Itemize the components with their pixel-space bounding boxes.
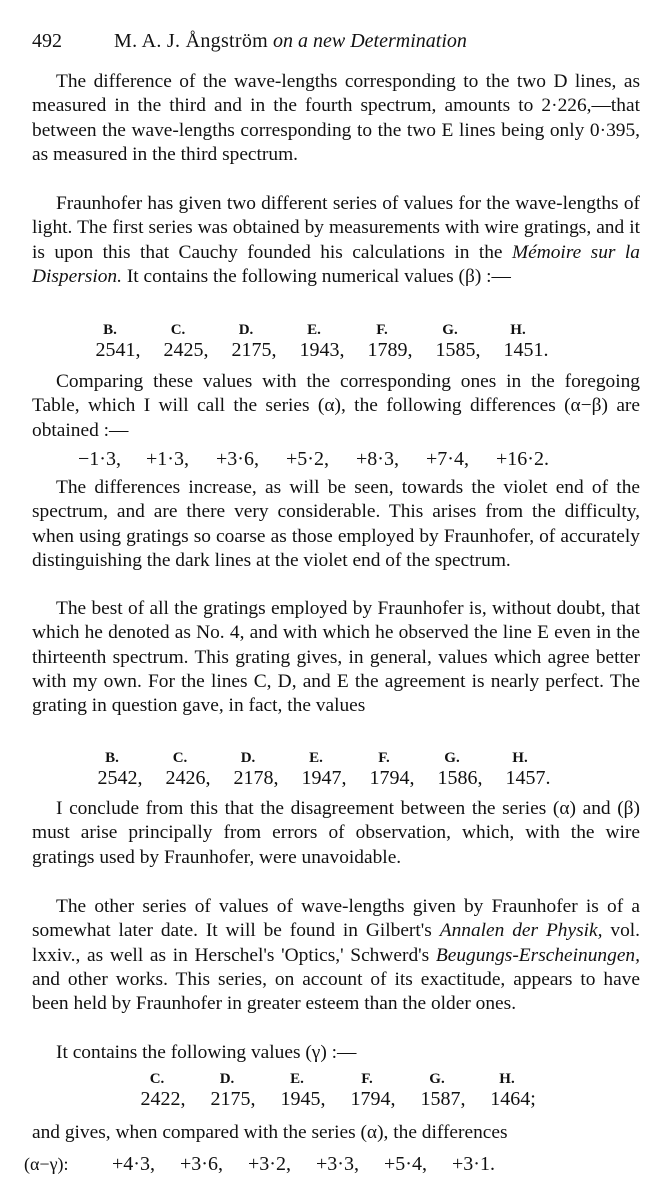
- header-title: on a new Determination: [273, 30, 467, 52]
- grating4-letter: G.: [444, 750, 460, 766]
- diff-value: +3·2,: [248, 1153, 291, 1175]
- memoire-title: Mémoire sur la Dispersion.: [32, 241, 640, 287]
- beta-value: 2175,: [231, 339, 277, 361]
- diff-value: +1·3,: [146, 448, 189, 470]
- grating4-value: 2542,: [97, 767, 143, 789]
- gamma-value: 1464;: [490, 1088, 536, 1110]
- header-author: M. A. J. Ångström: [114, 30, 269, 52]
- grating4-value: 2426,: [165, 767, 211, 789]
- gamma-value: 1794,: [350, 1088, 396, 1110]
- grating4-letter: E.: [309, 750, 323, 766]
- gamma-letter: C.: [149, 1071, 165, 1087]
- beta-value: 1451.: [503, 339, 549, 361]
- diff-value: +16·2.: [496, 448, 549, 470]
- diff-value: +4·3,: [112, 1153, 155, 1175]
- diff-value: +8·3,: [356, 448, 399, 470]
- diff-value: +3·6,: [216, 448, 259, 470]
- paragraph-differences-increase: The differences increase, as will be seen, towards the violet end of the spectrum, and are there very considerable. This arises from the difficulty, when using gratings so coarse as those employed by Fraunhofer, of accurately distinguishing the dark lines at the violet end of the spectrum.: [32, 477, 640, 571]
- diff-value: +5·2,: [286, 448, 329, 470]
- gamma-value: 2422,: [140, 1088, 186, 1110]
- beta-value: 1585,: [435, 339, 481, 361]
- paragraph-text: Fraunhofer has given two different series of values for the wave-lengths of light. The first series was obtained by measurements with wire gratings, and it is upon this that Cauchy founded his calculations in the: [32, 193, 640, 263]
- beta-letter: F.: [376, 322, 388, 338]
- beta-letter: D.: [238, 322, 254, 338]
- paragraph-other-series: [32, 895, 640, 1016]
- beta-value: 1943,: [299, 339, 345, 361]
- gamma-letters-row: [122, 1071, 542, 1088]
- paragraph-text: It contains the following numerical values (β) :—: [126, 265, 511, 287]
- paragraph-text: The other series of values of wave-lengths given by Fraunhofer is of a somewhat later date. It will be found in Gilbert's: [32, 896, 640, 942]
- beta-letters-row: [76, 322, 552, 339]
- diff-value: +7·4,: [426, 448, 469, 470]
- paragraph-gamma-compare: and gives, when compared with the series (α), the differences: [32, 1122, 508, 1143]
- beta-values-row: [84, 339, 560, 362]
- paragraph-best-gratings: The best of all the gratings employed by Fraunhofer is, without doubt, that which he denoted as No. 4, and with which he observed the line E even in the thirteenth spectrum. This grating gives, in general, values which agree better with my own. For the lines C, D, and E the agreement is nearly perfect. The grating in question gave, in fact, the values: [32, 598, 640, 717]
- beta-value: 2541,: [95, 339, 141, 361]
- beugungs-title: Beugungs-Erscheinungen,: [435, 944, 640, 966]
- diff-value: −1·3,: [78, 448, 121, 470]
- grating4-values-row: [86, 767, 562, 790]
- running-header: [32, 30, 642, 53]
- grating4-letter: B.: [105, 750, 119, 766]
- beta-letter: E.: [307, 322, 321, 338]
- diff-value: +3·1.: [452, 1153, 495, 1175]
- beta-letter: H.: [510, 322, 526, 338]
- grating4-value: 1947,: [301, 767, 347, 789]
- annalen-title: Annalen der Physik,: [439, 920, 603, 942]
- gamma-letter: G.: [429, 1071, 445, 1087]
- page-number: 492: [32, 30, 62, 52]
- gamma-letter: D.: [219, 1071, 235, 1087]
- grating4-value: 1794,: [369, 767, 415, 789]
- grating4-letter: F.: [378, 750, 390, 766]
- paragraph-comparing: Comparing these values with the corresponding ones in the foregoing Table, which I will call the series (α), the following differences (α−β) are obtained :—: [32, 371, 640, 441]
- beta-value: 1789,: [367, 339, 413, 361]
- alpha-minus-gamma-label: (α−γ):: [24, 1154, 69, 1174]
- grating4-value: 2178,: [233, 767, 279, 789]
- paragraph-text: vol. lxxiv., as well as in Herschel's 'Optics,' Schwerd's: [32, 920, 641, 966]
- grating4-value: 1586,: [437, 767, 483, 789]
- grating4-letter: C.: [172, 750, 188, 766]
- gamma-letter: E.: [290, 1071, 304, 1087]
- gamma-letter: H.: [499, 1071, 515, 1087]
- paragraph-conclusion: I conclude from this that the disagreement between the series (α) and (β) must arise principally from errors of observation, which, with the wire gratings used by Fraunhofer, were unavoidable.: [32, 798, 640, 868]
- diff-value: +5·4,: [384, 1153, 427, 1175]
- gamma-value: 1945,: [280, 1088, 326, 1110]
- gamma-values-row: [128, 1088, 548, 1111]
- beta-value: 2425,: [163, 339, 209, 361]
- paragraph-text: and other works. This series, on account of its exactitude, appears to have been held by Fraunhofer in greater esteem than the older ones.: [32, 968, 640, 1015]
- beta-letter: B.: [103, 322, 117, 338]
- grating4-value: 1457.: [505, 767, 551, 789]
- alpha-minus-beta-row: [78, 448, 576, 471]
- diff-value: +3·6,: [180, 1153, 223, 1175]
- gamma-letter: F.: [361, 1071, 373, 1087]
- alpha-minus-gamma-row: [24, 1153, 520, 1176]
- paragraph-fraunhofer-series: [32, 192, 640, 289]
- grating4-letters-row: [78, 750, 554, 767]
- gamma-value: 1587,: [420, 1088, 466, 1110]
- gamma-value: 2175,: [210, 1088, 256, 1110]
- paragraph-d-lines: The difference of the wave-lengths corresponding to the two D lines, as measured in the third and in the fourth spectrum, amounts to 2·226,—that between the wave-lengths corresponding to the two E lines being only 0·395, as measured in the third spectrum.: [32, 71, 640, 165]
- diff-value: +3·3,: [316, 1153, 359, 1175]
- grating4-letter: D.: [240, 750, 256, 766]
- paragraph-gamma-intro: It contains the following values (γ) :—: [56, 1042, 357, 1063]
- grating4-letter: H.: [512, 750, 528, 766]
- beta-letter: C.: [170, 322, 186, 338]
- beta-letter: G.: [442, 322, 458, 338]
